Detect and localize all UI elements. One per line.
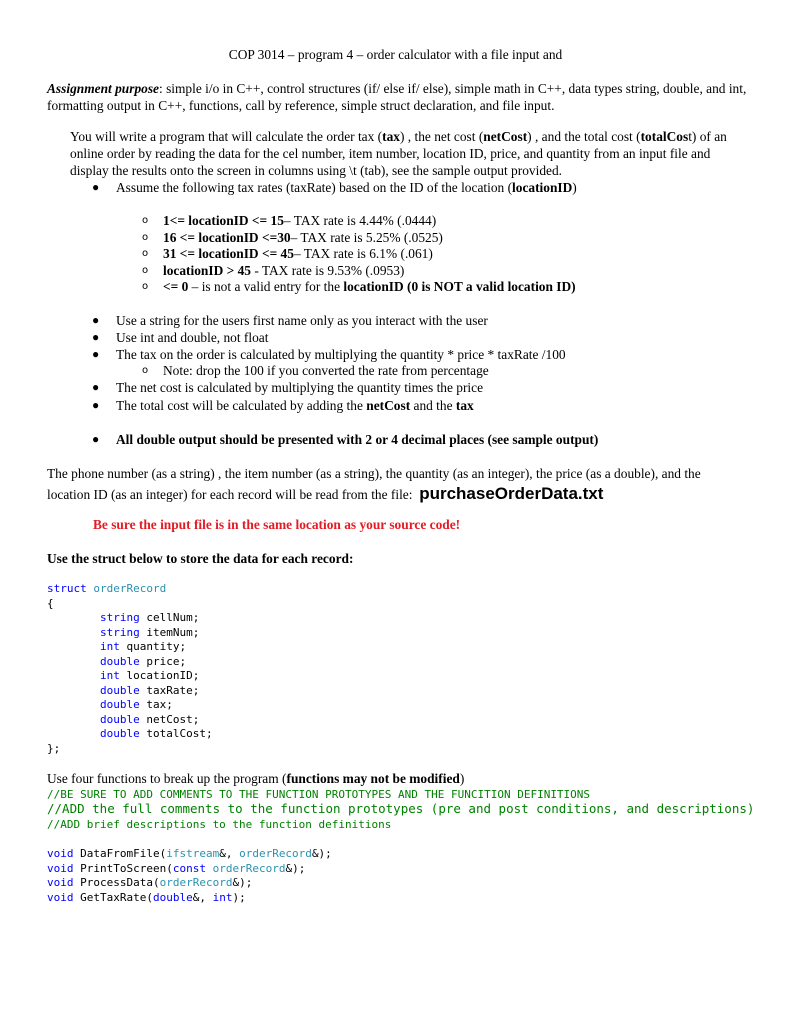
document-page: COP 3014 – program 4 – order calculator with a file input and Assignment purpose: simple i/o in C++, control structures (if/ else if/ else), simple math in C++, data types string, double, and int, formatting output in C++, functions, call by reference, simple struct declaration, and file input. You will write a program that will calculate the order tax (tax) , the net cost (netCost) , and the total cost (totalCost) of an online order by reading the data for the cel number, item number, location ID, price, and quantity from an input file and display the results onto the screen in columns using \t (tab), see the sample output provided. ● Assume the following tax rates (taxRate) based on the ID of the location (locationID) o 1<= locationID <= 15– TAX rate is 4.44% (.0444) o 16 <= locationID <=30– TAX rate is 5.25% (.0525) o 31 <= locationID <= 45– TAX rate is 6.1% (.061) o locationID > 45 - TAX rate is 9.53% (.0953) o <= 0 – is not a valid entry for the locationID (0 is NOT a valid location ID) ● Use a string for the users first name only as you interact with the user ● Use int and double, not float ● The tax on the order is calculated by multiplying the quantity * price * taxRate /100 o Note: drop the 100 if you converted the rate from percentage ● The net cost is calculated by multiplying the quantity times the price ● The total cost will be calculated by adding the netCost and the tax ● All double output should be presented with 2 or 4 decimal places (see sample output) The phone number (as a string) , the item number (as a string), the quantity (as an integer), the price (as a double), and the location ID (as an integer) for each record will be read from the file: purchaseOrderData.txt Be sure the input file is in the same location as your source code! Use the struct below to store the data for each record: struct orderRecord { string cellNum; string itemNum; int quantity; double price; int locationID; double taxRate; double tax; double netCost; double totalCost; }; Use four functions to break up the program (functions may not be modified) //BE SURE TO ADD COMMENTS TO THE FUNCTION PROTOTYPES AND THE FUNCITION DEFINITIONS //ADD the full comments to the function prototypes (pre and post conditions, and descriptions) //ADD brief descriptions to the function definitions void DataFromFile(ifstream&, orderRecord&); void PrintToScreen(const orderRecord&); void ProcessData(orderRecord&); void GetTaxRate(double&, int); <box>0 0 791 1024</box>
bullet-icon: ● <box>92 432 100 446</box>
bullet-icon: ● <box>92 347 100 361</box>
input-filename: purchaseOrderData.txt <box>419 484 604 503</box>
bullet-icon: ● <box>92 380 100 394</box>
circle-bullet-icon: o <box>142 232 149 243</box>
bullet-icon: ● <box>92 313 100 327</box>
warning-text: Be sure the input file is in the same location as your source code! <box>93 517 461 532</box>
bullet-icon: ● <box>92 180 100 194</box>
struct-code-block: struct orderRecord { string cellNum; string itemNum; int quantity; double price; int locationID; double taxRate; double tax; double netCost; double totalCost; }; <box>47 582 213 755</box>
circle-bullet-icon: o <box>142 365 149 376</box>
circle-bullet-icon: o <box>142 281 149 292</box>
comment-line: //ADD the full comments to the function prototypes (pre and post conditions, and descriptions) <box>47 801 755 816</box>
document-title: COP 3014 – program 4 – order calculator with a file input and <box>228 47 563 62</box>
function-prototypes: void DataFromFile(ifstream&, orderRecord&); void PrintToScreen(const orderRecord&); void ProcessData(orderRecord&); void GetTaxRate(double&, int); <box>47 847 332 904</box>
phone-paragraph: The phone number (as a string) , the item number (as a string), the quantity (as an integer), the price (as a double), and the location ID (as an integer) for each record will be read from the file: purchaseOrderData.txt <box>47 466 701 503</box>
functions-paragraph: Use four functions to break up the program (functions may not be modified) <box>47 771 465 786</box>
circle-bullet-icon: o <box>142 248 149 259</box>
assignment-purpose: Assignment purpose: simple i/o in C++, control structures (if/ else if/ else), simple math in C++, data types string, double, and int, formatting output in C++, functions, call by reference, simple struct declaration, and file input. <box>47 81 747 113</box>
bullet-icon: ● <box>92 398 100 412</box>
circle-bullet-icon: o <box>142 215 149 226</box>
circle-bullet-icon: o <box>142 265 149 276</box>
comment-line: //BE SURE TO ADD COMMENTS TO THE FUNCTION PROTOTYPES AND THE FUNCITION DEFINITIONS <box>47 788 591 801</box>
bullet-icon: ● <box>92 330 100 344</box>
comment-line: //ADD brief descriptions to the function definitions <box>47 818 392 831</box>
struct-heading: Use the struct below to store the data for each record: <box>47 551 354 566</box>
intro-paragraph: You will write a program that will calculate the order tax (tax) , the net cost (netCost) , and the total cost (totalCost) of an online order by reading the data for the cel number, item number, location ID, price, and quantity from an input file and display the results onto the screen in columns using \t (tab), see the sample output provided. <box>70 129 727 178</box>
